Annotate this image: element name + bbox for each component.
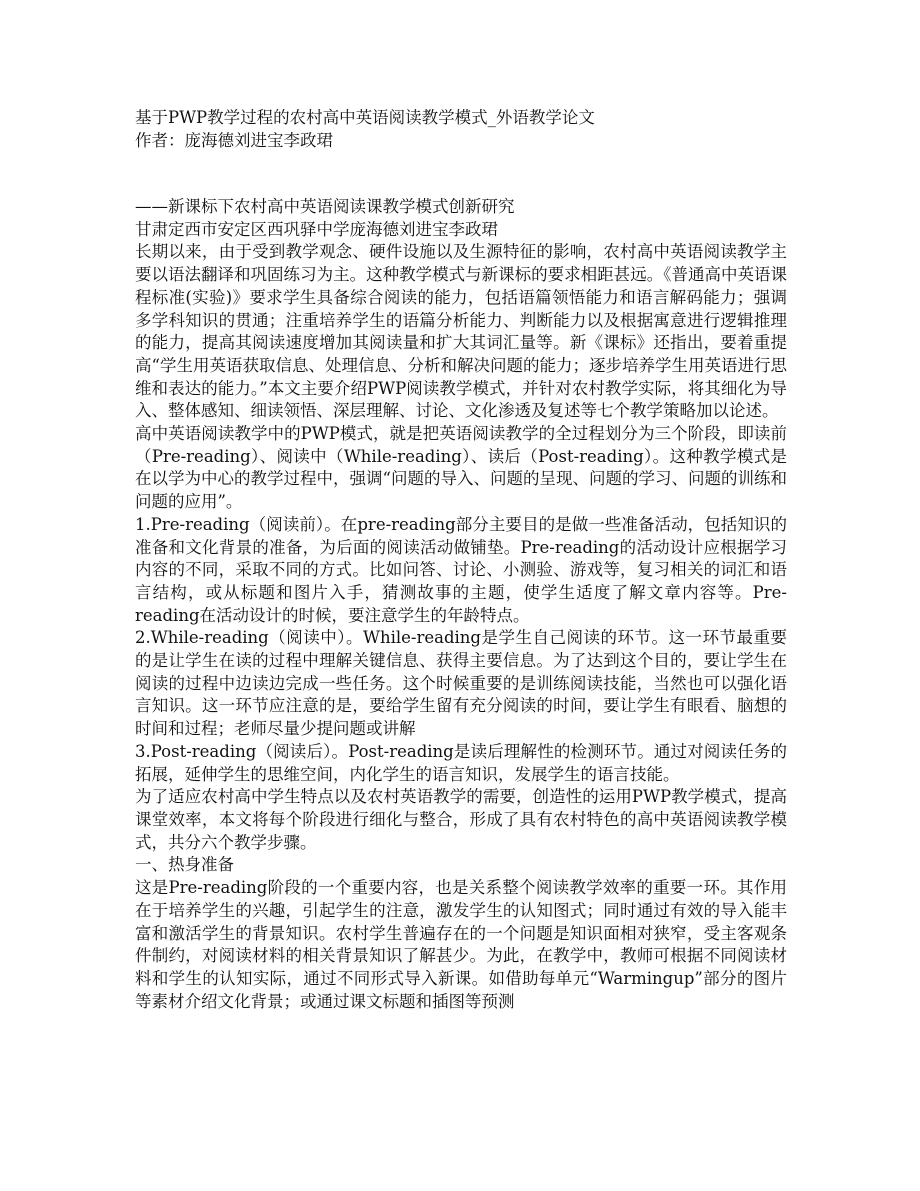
paragraph-warmup: 这是Pre-reading阶段的一个重要内容，也是关系整个阅读教学效率的重要一环。其作用在于培养学生的兴趣，引起学生的注意，激发学生的认知图式；同时通过有效的导入能丰富和激活学生的背景知识。农村学生普遍存在的一个问题是知识面相对狭窄，受主客观条件制约，对阅读材料的相关背景知识了解甚少。为此，在教学中，教师可根据不同阅读材料和学生的认知实际，通过不同形式导入新课。如借助每单元“Warmingup”部分的图片等素材介绍文化背景；或通过课文标题和插图等预测 xyxy=(135,878,787,1011)
subtitle: ——新课标下农村高中英语阅读课教学模式创新研究 xyxy=(135,197,515,216)
document-body xyxy=(135,196,787,1013)
paragraph-pwp-model: 高中英语阅读教学中的PWP模式，就是把英语阅读教学的全过程划分为三个阶段，即读前（Pre-reading）、阅读中（While-reading）、读后（Post-reading）。这种教学模式是在以学为中心的教学过程中，强调“问题的导入、问题的呈现、问题的学习、问题的训练和问题的应用”。 xyxy=(135,424,787,512)
paragraph-post-reading: 3.Post-reading（阅读后）。Post-reading是读后理解性的检测环节。通过对阅读任务的拓展，延伸学生的思维空间，内化学生的语言知识，发展学生的语言技能。 xyxy=(135,741,787,784)
paragraph-while-reading: 2.While-reading（阅读中）。While-reading是学生自己阅读的环节。这一环节最重要的是让学生在读的过程中理解关键信息、获得主要信息。为了达到这个目的，要让学生在阅读的过程中边读边完成一些任务。这个时候重要的是训练阅读技能，当然也可以强化语言知识。这一环节应注意的是，要给学生留有充分阅读的时间，要让学生有眼看、脑想的时间和过程；老师尽量少提问题或讲解 xyxy=(135,628,787,739)
paragraph-intro: 长期以来，由于受到教学观念、硬件设施以及生源特征的影响，农村高中英语阅读教学主要以语法翻译和巩固练习为主。这种教学模式与新课标的要求相距甚远。《普通高中英语课程标准(实验)》要求学生具备综合阅读的能力，包括语篇领悟能力和语言解码能力；强调多学科知识的贯通；注重培养学生的语篇分析能力、判断能力以及根据寓意进行逻辑推理的能力，提高其阅读速度增加其阅读量和扩大其词汇量等。新《课标》还指出，要着重提高“学生用英语获取信息、处理信息、分析和解决问题的能力；逐步培养学生用英语进行思维和表达的能力。”本文主要介绍PWP阅读教学模式，并针对农村教学实际，将其细化为导入、整体感知、细读领悟、深层理解、讨论、文化渗透及复述等七个教学策略加以论述。 xyxy=(135,242,787,421)
author-line: 作者：庞海德刘进宝李政珺 xyxy=(135,131,333,150)
paragraph-pre-reading: 1.Pre-reading（阅读前）。在pre-reading部分主要目的是做一些准备活动，包括知识的准备和文化背景的准备，为后面的阅读活动做铺垫。Pre-reading的活动设计应根据学习内容的不同，采取不同的方式。比如问答、讨论、小测验、游戏等，复习相关的词汇和语言结构，或从标题和图片入手，猜测故事的主题，使学生适度了解文章内容等。Pre-reading在活动设计的时候，要注意学生的年龄特点。 xyxy=(135,514,787,625)
document-header xyxy=(135,106,795,152)
paragraph-adaptation: 为了适应农村高中学生特点以及农村英语教学的需要，创造性的运用PWP教学模式，提高课堂效率，本文将每个阶段进行细化与整合，形成了具有农村特色的高中英语阅读教学模式，共分六个教学步骤。 xyxy=(135,787,787,852)
affiliation-line: 甘肃定西市安定区西巩驿中学庞海德刘进宝李政珺 xyxy=(135,219,498,239)
document-title: 基于PWP教学过程的农村高中英语阅读教学模式_外语教学论文 xyxy=(135,108,595,127)
section-heading-warmup: 一、热身准备 xyxy=(135,855,234,875)
